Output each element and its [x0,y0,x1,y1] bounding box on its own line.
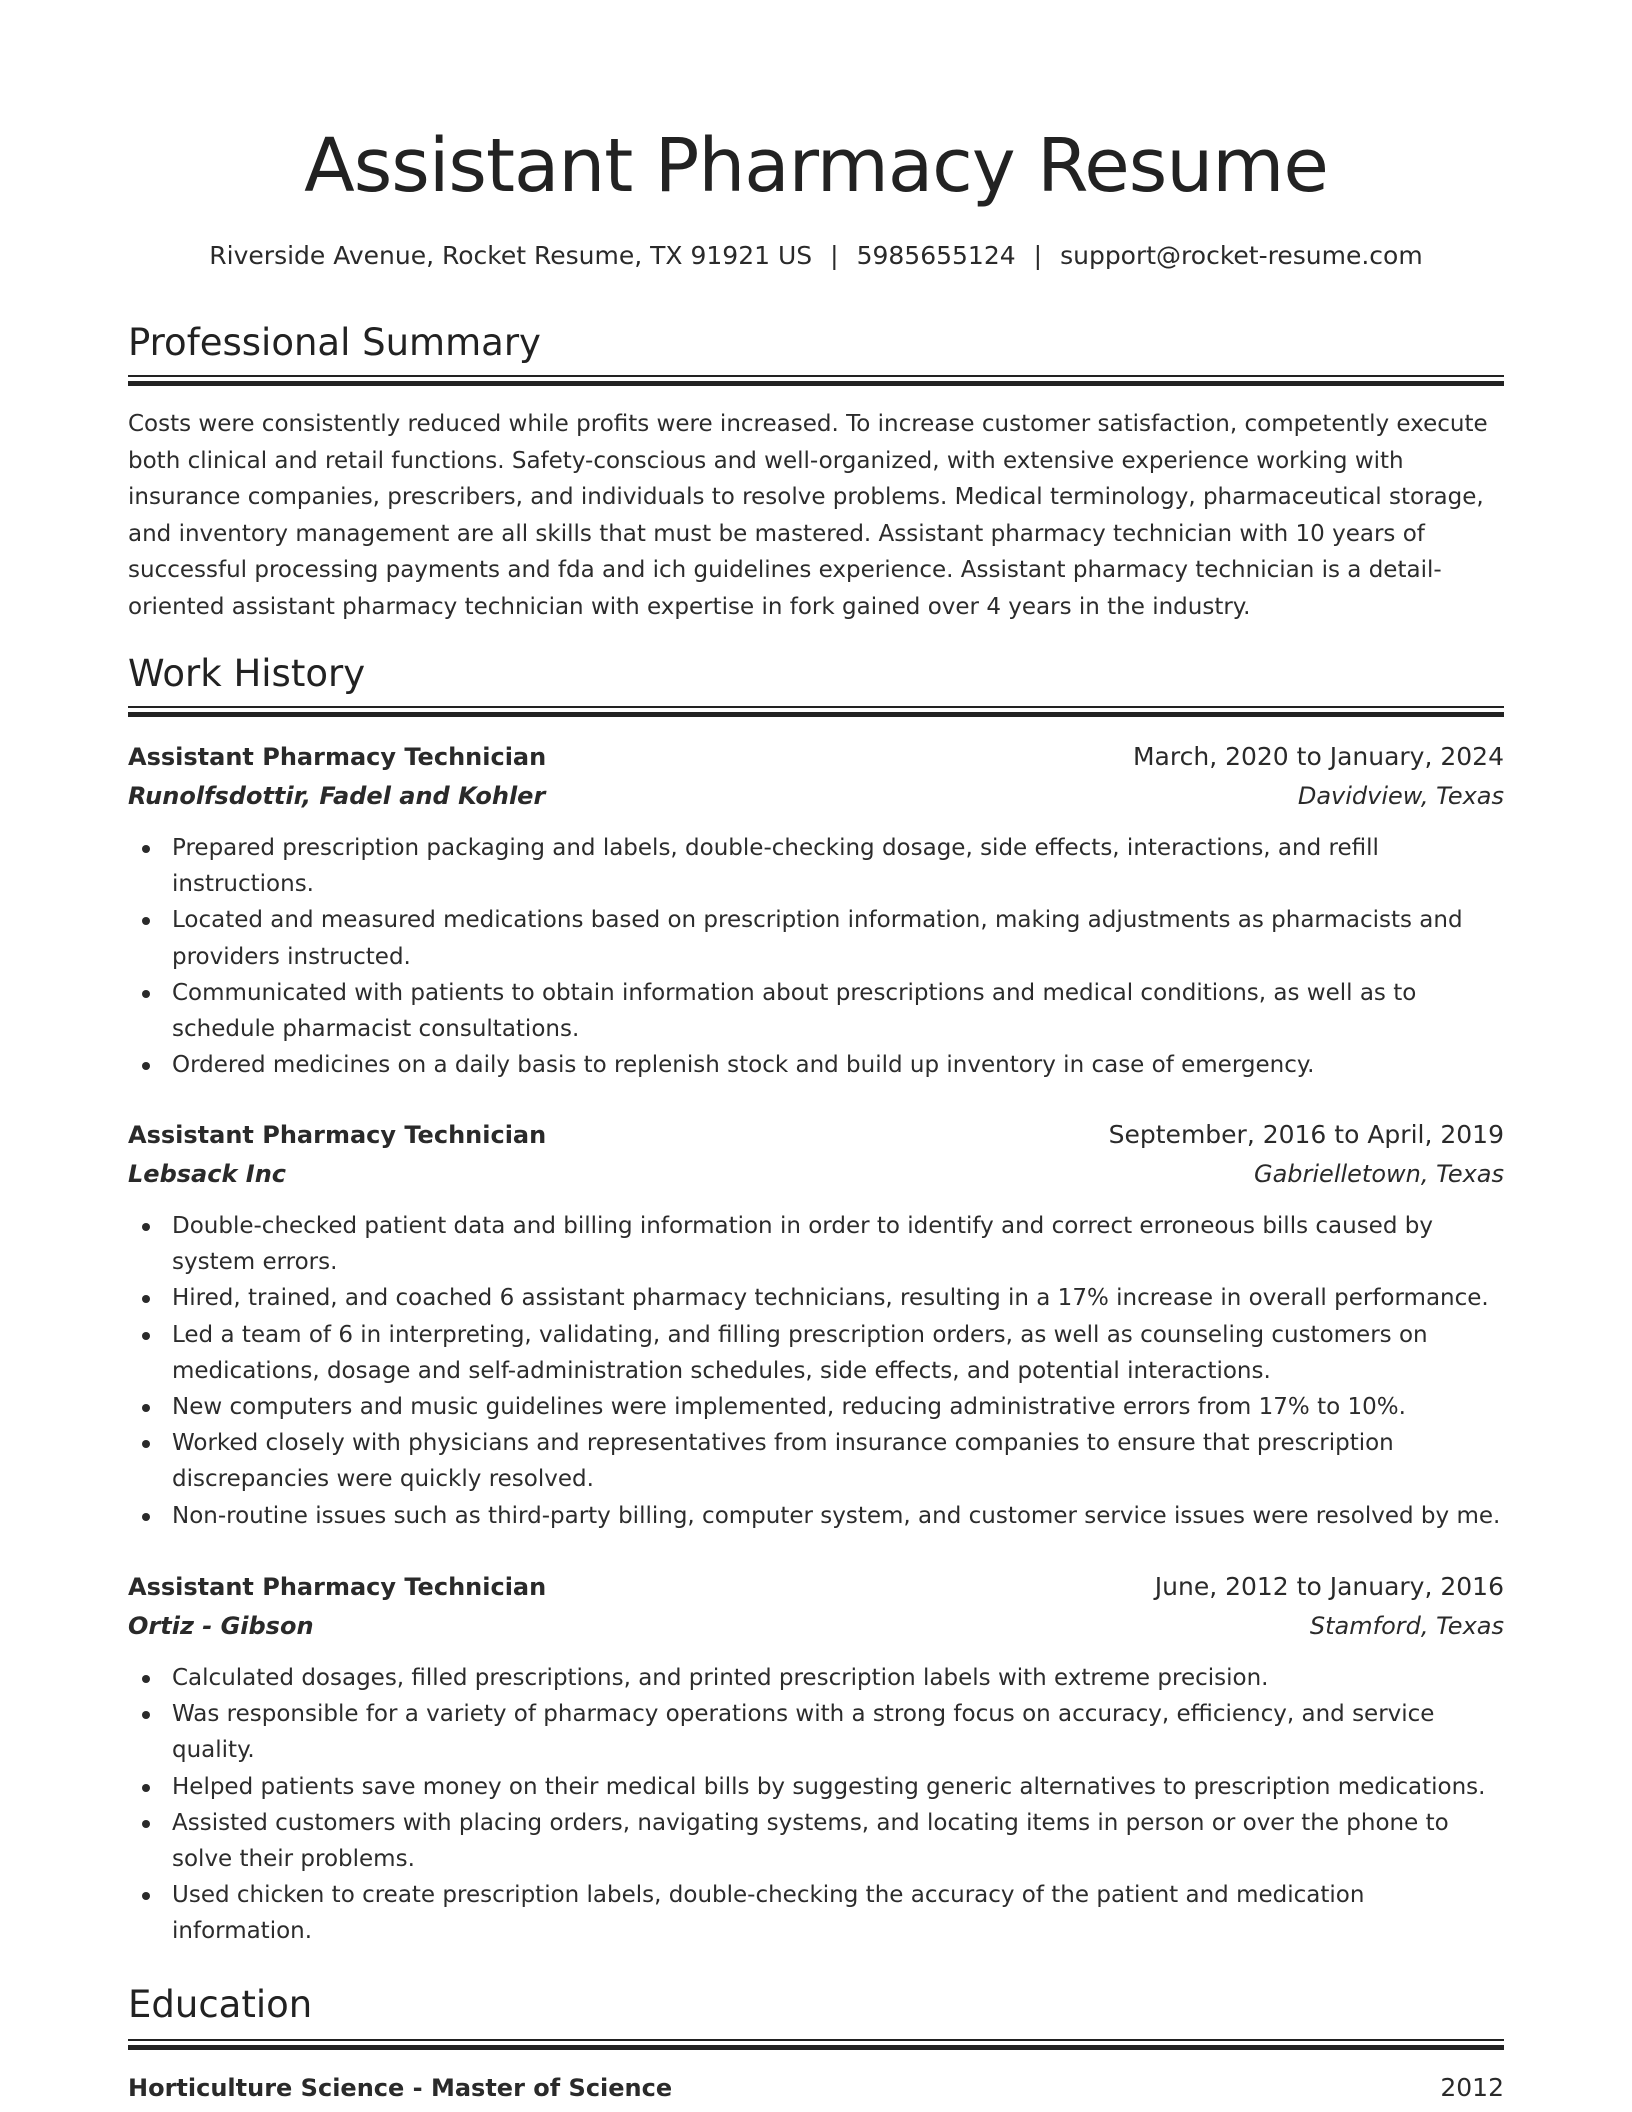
job-entry [128,738,1504,1083]
contact-separator: | [1033,241,1043,270]
contact-phone: 5985655124 [856,241,1016,270]
job-entry [128,1568,1504,1950]
job-bullet: Assisted customers with placing orders, navigating systems, and locating items in person or over the phone to solve their problems. [128,1805,1504,1877]
job-entry [128,1116,1504,1534]
job-bullet: Communicated with patients to obtain information about prescriptions and medical conditions, as well as to schedule pharmacist consultations. [128,975,1504,1047]
summary-text: Costs were consistently reduced while profits were increased. To increase customer satisfaction, competently execute both clinical and retail functions. Safety-conscious and well-organized, with extensive experience working with insurance companies, prescribers, and individuals to resolve problems. Medical terminology, pharmaceutical storage, and inventory management are all skills that must be mastered. Assistant pharmacy technician with 10 years of successful processing payments and fda and ich guidelines experience. Assistant pharmacy technician is a detail-oriented assistant pharmacy technician with expertise in fork gained over 4 years in the industry. [128,411,1488,620]
job-bullet: Helped patients save money on their medical bills by suggesting generic alternatives to prescription medications. [128,1769,1504,1805]
contact-address: Riverside Avenue, Rocket Resume, TX 91921 US [209,241,813,270]
job-subheader [128,1155,1504,1194]
job-company: Ortiz - Gibson [128,1612,314,1640]
job-location: Davidview, Texas [1297,782,1504,810]
job-bullet: New computers and music guidelines were implemented, reducing administrative errors from 17% to 10%. [128,1389,1504,1425]
job-bullet: Was responsible for a variety of pharmacy operations with a strong focus on accuracy, efficiency, and service quality. [128,1696,1504,1768]
job-company: Lebsack Inc [128,1160,287,1188]
job-location: Gabrielletown, Texas [1253,1160,1504,1188]
job-bullet: Hired, trained, and coached 6 assistant pharmacy technicians, resulting in a 17% increase in overall performance. [128,1280,1504,1316]
contact-separator: | [830,241,839,270]
job-bullet: Used chicken to create prescription labels, double-checking the accuracy of the patient and medication information. [128,1877,1504,1949]
job-header [128,1116,1504,1155]
job-location: Stamford, Texas [1309,1612,1504,1640]
job-header [128,1568,1504,1607]
contact-email: support@rocket-resume.com [1060,241,1423,270]
job-bullet: Prepared prescription packaging and labels, double-checking dosage, side effects, interactions, and refill instructions. [128,830,1504,902]
work-history-divider [128,706,1504,716]
job-bullets [128,830,1504,1083]
job-bullet: Located and measured medications based on prescription information, making adjustments as pharmacists and providers instructed. [128,902,1504,974]
job-dates: September, 2016 to April, 2019 [1108,1120,1504,1149]
job-bullet: Ordered medicines on a daily basis to replenish stock and build up inventory in case of emergency. [128,1047,1504,1083]
job-dates: June, 2012 to January, 2016 [1154,1572,1504,1601]
job-bullets [128,1208,1504,1534]
education-degree: Horticulture Science - Master of Science [128,2074,673,2102]
education-entry [128,2069,1504,2109]
resume-name: Assistant Pharmacy Resume [304,123,1328,209]
job-title: Assistant Pharmacy Technician [128,1573,547,1601]
job-bullet: Worked closely with physicians and representatives from insurance companies to ensure that prescription discrepancies were quickly resolved. [128,1425,1504,1497]
summary-heading: Professional Summary [128,321,541,364]
job-header [128,738,1504,777]
job-bullet: Non-routine issues such as third-party billing, computer system, and customer service issues were resolved by me. [128,1498,1504,1534]
job-bullets [128,1660,1504,1950]
job-bullet: Led a team of 6 in interpreting, validating, and filling prescription orders, as well as counseling customers on medications, dosage and self-administration schedules, side effects, and potential interactions. [128,1317,1504,1389]
job-subheader [128,777,1504,816]
job-subheader [128,1607,1504,1646]
education-year: 2012 [1440,2073,1504,2102]
contact-line [128,238,1504,274]
work-history-heading: Work History [128,652,366,695]
job-company: Runolfsdottir, Fadel and Kohler [128,782,546,810]
education-heading: Education [128,1983,313,2026]
education-divider [128,2039,1504,2049]
job-bullet: Double-checked patient data and billing information in order to identify and correct erroneous bills caused by system errors. [128,1208,1504,1280]
job-dates: March, 2020 to January, 2024 [1132,742,1504,771]
summary-divider [128,375,1504,385]
job-bullet: Calculated dosages, filled prescriptions, and printed prescription labels with extreme precision. [128,1660,1504,1696]
job-title: Assistant Pharmacy Technician [128,1121,547,1149]
job-title: Assistant Pharmacy Technician [128,743,547,771]
